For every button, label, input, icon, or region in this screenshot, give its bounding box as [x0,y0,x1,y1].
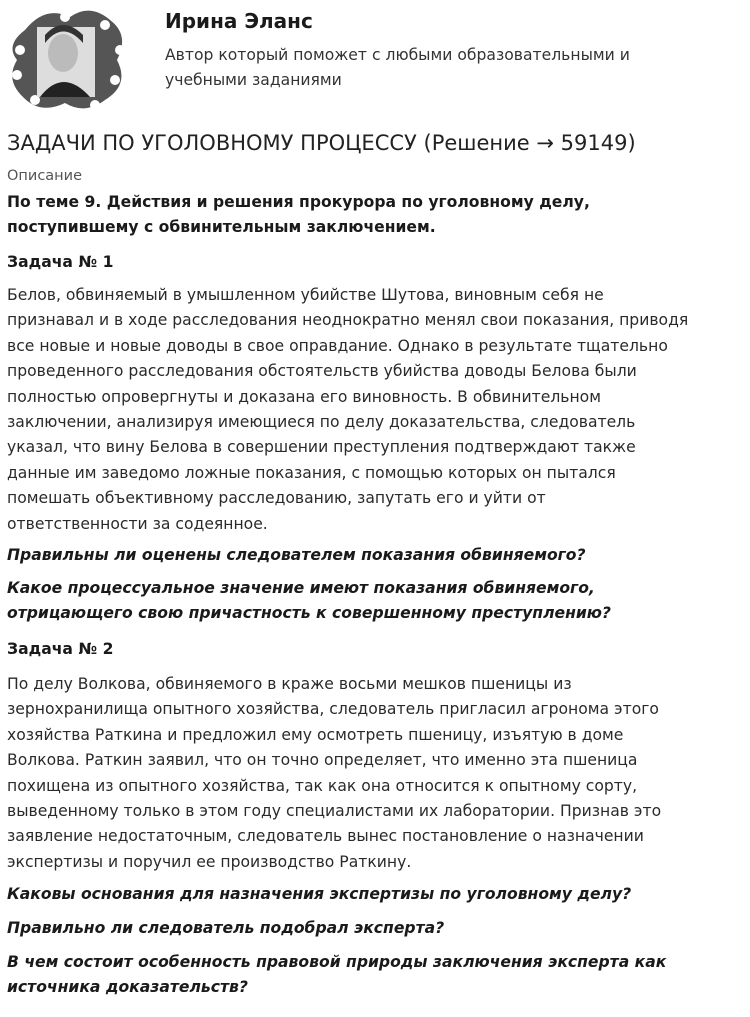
text-line: экспертизы и поручил ее производство Раткину. [7,852,412,871]
task1-heading: Задача № 1 [7,253,114,271]
text-line: отрицающего свою причастность к совершенному преступлению? [7,604,611,623]
task2-question-1: Каковы основания для назначения экспертизы по уголовному делу? [7,885,632,903]
task2-question-3 [7,950,666,1001]
page-title: ЗАДАЧИ ПО УГОЛОВНОМУ ПРОЦЕССУ (Решение → 59149) [7,131,636,155]
task2-question-2: Правильно ли следователь подобрал эксперта? [7,919,445,937]
author-description [165,43,630,94]
text-line: признавал и в ходе расследования неоднократно менял свои показания, приводя [7,311,689,330]
task1-text [7,283,688,537]
text-line: ответственности за содеянное. [7,514,268,533]
text-line: поступившему с обвинительным заключением. [7,218,436,237]
text-line: учебными заданиями [165,71,342,90]
text-line: полностью опровергнуты и доказана его виновность. В обвинительном [7,387,601,406]
text-line: все новые и новые доводы в свое оправдание. Однако в результате тщательно [7,336,668,355]
text-line: По теме 9. Действия и решения прокурора по уголовному делу, [7,193,590,211]
text-line: Волкова. Раткин заявил, что он точно определяет, что именно эта пшеница [7,751,638,770]
text-line: выведенному только в этом году специалистами их лаборатории. Признав это [7,802,662,821]
text-line: По делу Волкова, обвиняемого в краже восьми мешков пшеницы из [7,675,572,693]
text-line: похищена из опытного хозяйства, так как она относится к опытному сорту, [7,776,638,795]
text-line: указал, что вину Белова в совершении преступления подтверждают также [7,438,636,457]
task1-question-2 [7,576,611,627]
text-line: В чем состоит особенность правовой природы заключения эксперта как [7,953,667,971]
task2-text [7,672,661,875]
description-label: Описание [7,168,82,184]
text-line: заключении, анализируя имеющиеся по делу доказательства, следователь [7,413,636,432]
text-line: хозяйства Раткина и предложил ему осмотреть пшеницу, изъятую в доме [7,725,624,744]
text-line: помешать объективному расследованию, запутать его и уйти от [7,489,546,508]
text-line: источника доказательств? [7,978,248,997]
text-line: Какое процессуальное значение имеют показания обвиняемого, [7,579,595,597]
text-line: данные им заведомо ложные показания, с помощью которых он пытался [7,463,616,482]
text-line: зернохранилища опытного хозяйства, следователь пригласил агронома этого [7,700,659,719]
text-line: Белов, обвиняемый в умышленном убийстве Шутова, виновным себя не [7,286,604,304]
task1-question-1: Правильны ли оценены следователем показания обвиняемого? [7,546,586,564]
topic-heading [7,190,590,241]
author-name: Ирина Эланс [165,9,313,33]
text-line: проведенного расследования обстоятельств убийства доводы Белова были [7,362,637,381]
text-line: заявление недостаточным, следователь вынес постановление о назначении [7,827,644,846]
author-avatar [5,5,130,113]
task2-heading: Задача № 2 [7,640,114,658]
text-line: Автор который поможет с любыми образовательными и [165,46,630,64]
